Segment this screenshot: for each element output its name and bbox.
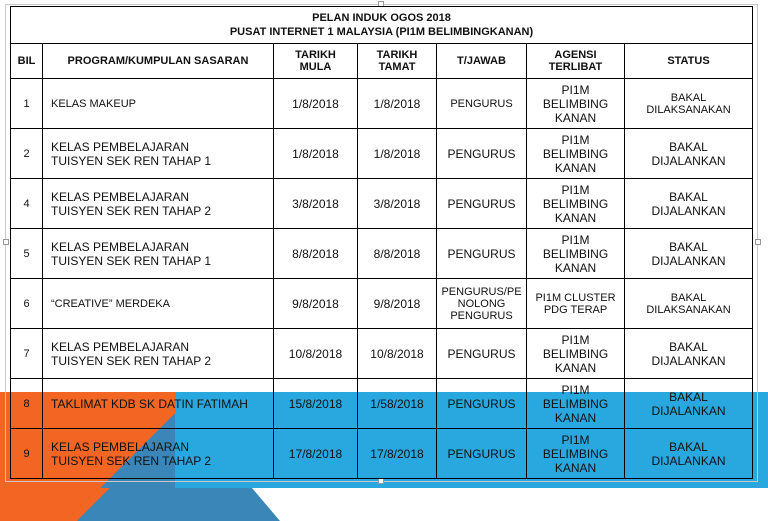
cell-bil: 8 xyxy=(11,379,43,429)
plan-table xyxy=(10,6,753,479)
header-tarikh-mula: TARIKH MULA xyxy=(274,44,358,79)
cell-tarikh-tamat: 17/8/2018 xyxy=(358,429,437,479)
cell-tarikh-tamat: 1/8/2018 xyxy=(358,79,437,129)
table-row xyxy=(11,279,753,329)
cell-tjawab: PENGURUS/PE NOLONG PENGURUS xyxy=(437,279,527,329)
cell-tjawab: PENGURUS xyxy=(437,179,527,229)
header-tjawab: T/JAWAB xyxy=(437,44,527,79)
cell-tarikh-tamat: 1/58/2018 xyxy=(358,379,437,429)
cell-program: KELAS MAKEUP xyxy=(43,79,274,129)
cell-program: TAKLIMAT KDB SK DATIN FATIMAH xyxy=(43,379,274,429)
cell-agensi: PI1M BELIMBING KANAN xyxy=(527,229,625,279)
cell-agensi: PI1M BELIMBING KANAN xyxy=(527,379,625,429)
cell-status: BAKAL DIJALANKAN xyxy=(625,129,753,179)
table-row xyxy=(11,129,753,179)
cell-agensi: PI1M CLUSTER PDG TERAP xyxy=(527,279,625,329)
cell-tarikh-mula: 1/8/2018 xyxy=(274,79,358,129)
resize-handle-right[interactable] xyxy=(755,239,761,245)
cell-status: BAKAL DIJALANKAN xyxy=(625,379,753,429)
cell-tarikh-mula: 8/8/2018 xyxy=(274,229,358,279)
table-row xyxy=(11,229,753,279)
cell-program: KELAS PEMBELAJARAN TUISYEN SEK REN TAHAP 2 xyxy=(43,179,274,229)
cell-status: BAKAL DILAKSANAKAN xyxy=(625,79,753,129)
cell-program: KELAS PEMBELAJARAN TUISYEN SEK REN TAHAP 2 xyxy=(43,329,274,379)
cell-tjawab: PENGURUS xyxy=(437,79,527,129)
cell-tjawab: PENGURUS xyxy=(437,329,527,379)
cell-agensi: PI1M BELIMBING KANAN xyxy=(527,79,625,129)
cell-status: BAKAL DIJALANKAN xyxy=(625,179,753,229)
cell-tarikh-tamat: 8/8/2018 xyxy=(358,229,437,279)
table-row xyxy=(11,429,753,479)
cell-status: BAKAL DIJALANKAN xyxy=(625,229,753,279)
cell-tjawab: PENGURUS xyxy=(437,129,527,179)
table-row xyxy=(11,379,753,429)
cell-agensi: PI1M BELIMBING KANAN xyxy=(527,179,625,229)
table-title xyxy=(11,7,753,44)
bottom-diagonal-decoration xyxy=(0,488,280,521)
cell-agensi: PI1M BELIMBING KANAN xyxy=(527,129,625,179)
cell-tarikh-tamat: 10/8/2018 xyxy=(358,329,437,379)
title-line-1: PELAN INDUK OGOS 2018 xyxy=(312,12,451,24)
header-bil: BIL xyxy=(11,44,43,79)
cell-bil: 4 xyxy=(11,179,43,229)
cell-bil: 6 xyxy=(11,279,43,329)
cell-tarikh-mula: 3/8/2018 xyxy=(274,179,358,229)
cell-tjawab: PENGURUS xyxy=(437,229,527,279)
header-agensi: AGENSI TERLIBAT xyxy=(527,44,625,79)
table-row xyxy=(11,179,753,229)
cell-bil: 5 xyxy=(11,229,43,279)
cell-bil: 7 xyxy=(11,329,43,379)
cell-program: “CREATIVE” MERDEKA xyxy=(43,279,274,329)
cell-program: KELAS PEMBELAJARAN TUISYEN SEK REN TAHAP 1 xyxy=(43,129,274,179)
cell-program: KELAS PEMBELAJARAN TUISYEN SEK REN TAHAP 1 xyxy=(43,229,274,279)
cell-program: KELAS PEMBELAJARAN TUISYEN SEK REN TAHAP 2 xyxy=(43,429,274,479)
cell-tarikh-tamat: 9/8/2018 xyxy=(358,279,437,329)
cell-status: BAKAL DIJALANKAN xyxy=(625,429,753,479)
cell-status: BAKAL DIJALANKAN xyxy=(625,329,753,379)
cell-tjawab: PENGURUS xyxy=(437,429,527,479)
header-tarikh-tamat: TARIKH TAMAT xyxy=(358,44,437,79)
header-program: PROGRAM/KUMPULAN SASARAN xyxy=(43,44,274,79)
cell-agensi: PI1M BELIMBING KANAN xyxy=(527,329,625,379)
table-row xyxy=(11,329,753,379)
title-line-2: PUSAT INTERNET 1 MALAYSIA (PI1M BELIMBINGKANAN) xyxy=(229,26,534,38)
cell-agensi: PI1M BELIMBING KANAN xyxy=(527,429,625,479)
cell-tarikh-tamat: 1/8/2018 xyxy=(358,129,437,179)
cell-bil: 1 xyxy=(11,79,43,129)
cell-tarikh-mula: 15/8/2018 xyxy=(274,379,358,429)
cell-tarikh-mula: 10/8/2018 xyxy=(274,329,358,379)
cell-bil: 2 xyxy=(11,129,43,179)
table-row xyxy=(11,79,753,129)
resize-handle-left[interactable] xyxy=(3,239,9,245)
cell-tarikh-mula: 1/8/2018 xyxy=(274,129,358,179)
header-row xyxy=(11,44,753,79)
cell-tarikh-tamat: 3/8/2018 xyxy=(358,179,437,229)
cell-status: BAKAL DILAKSANAKAN xyxy=(625,279,753,329)
cell-tarikh-mula: 9/8/2018 xyxy=(274,279,358,329)
header-status: STATUS xyxy=(625,44,753,79)
cell-tjawab: PENGURUS xyxy=(437,379,527,429)
cell-tarikh-mula: 17/8/2018 xyxy=(274,429,358,479)
cell-bil: 9 xyxy=(11,429,43,479)
